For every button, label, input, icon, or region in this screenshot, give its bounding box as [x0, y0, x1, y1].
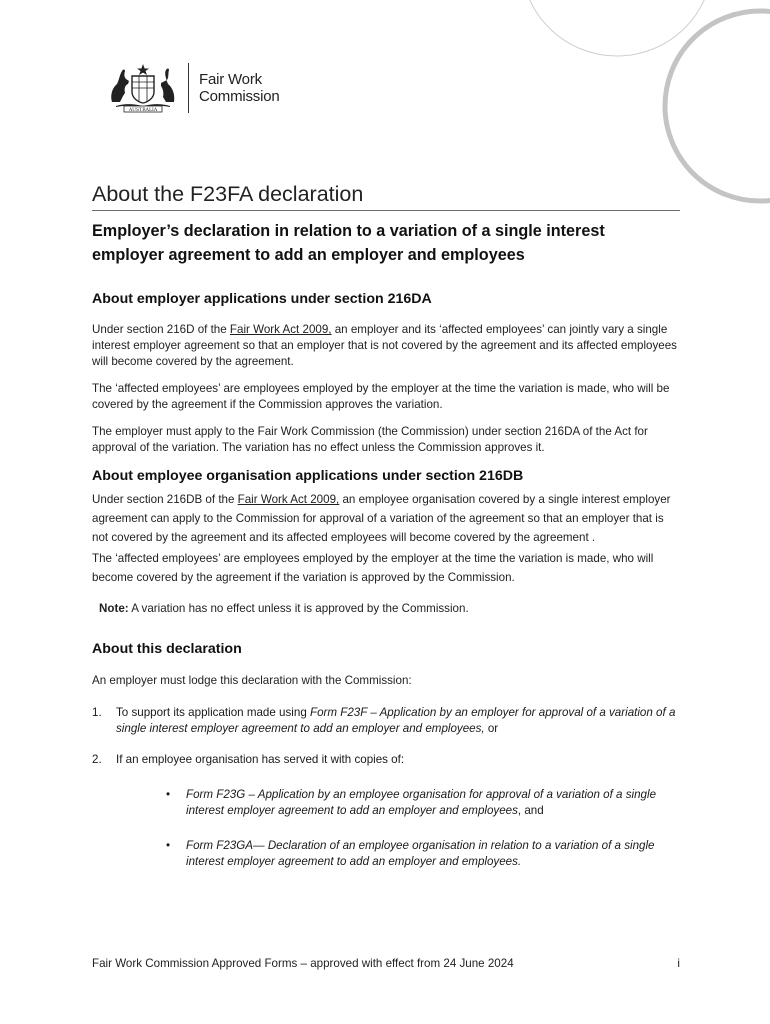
section3-intro: An employer must lodge this declaration with the Commission:: [92, 674, 412, 687]
bullet-icon: •: [166, 788, 171, 801]
section-heading-216da: About employer applications under section 216DA: [92, 291, 432, 307]
list-item: [92, 705, 680, 737]
header-divider: [188, 63, 189, 113]
section-heading-216db: About employee organisation applications under section 216DB: [92, 468, 524, 484]
section2-paragraph-2: The ‘affected employees’ are employees employed by the employer at the time the variation is made, who will become covered by the agreement if the variation is approved by the Commission.: [92, 552, 654, 584]
list-item: [92, 752, 680, 870]
section-heading-declaration: About this declaration: [92, 641, 242, 657]
form-f23ga-name: Form F23GA— Declaration of an employee organisation in relation to a variation of a single interest employer agreement to add an employer and employees.: [186, 839, 655, 868]
list-number: 1.: [92, 706, 102, 719]
section1-paragraph-2: The ‘affected employees’ are employees employed by the employer at the time the variation is made, who will be covered by the agreement if the Commission approves the variation.: [92, 382, 670, 411]
bullet-item: [116, 838, 680, 870]
org-line-2: Commission: [199, 88, 280, 105]
document-body: [92, 180, 680, 889]
text-run: an employee organisation covered by a single interest employer agreement can apply to the Commission for approval of a variation of the agreement so that an employer that is not covered by the agreement and its affected employees will become covered by the agreement .: [92, 493, 671, 544]
text-run: , and: [517, 804, 544, 817]
text-run: an employer and its ‘affected employees’ can jointly vary a single interest employer agreement so that an employer that is not covered by the agreement and its affected employees will become covered by the agreement.: [92, 323, 677, 368]
text-run: or: [484, 722, 499, 735]
fair-work-act-link[interactable]: Fair Work Act 2009,: [237, 493, 340, 506]
section2-paragraph-1: [92, 490, 680, 547]
page-title: About the F23FA declaration: [92, 180, 680, 211]
org-line-1: Fair Work: [199, 71, 262, 88]
form-f23g-name: Form F23G – Application by an employee organisation for approval of a variation of a single interest employer agreement to add an employer and employees: [186, 788, 657, 817]
text-run: Under section 216D of the: [92, 323, 230, 336]
section1-paragraph-3: The employer must apply to the Fair Work Commission (the Commission) under section 216DA of the Act for approval of the variation. The variation has no effect unless the Commission approves it.: [92, 425, 648, 454]
bullet-item: [116, 787, 680, 819]
coat-of-arms-logo: [106, 62, 180, 114]
section1-paragraph-1: [92, 322, 680, 370]
page-subtitle: Employer’s declaration in relation to a variation of a single interest employer agreement to add an employer and employees: [92, 222, 605, 264]
text-run: Under section 216DB of the: [92, 493, 238, 506]
text-run: To support its application made using: [116, 706, 310, 719]
note: [92, 601, 680, 617]
svg-text:AUSTRALIA: AUSTRALIA: [128, 108, 158, 113]
declaration-steps-list: [92, 705, 680, 870]
list-number: 2.: [92, 753, 102, 766]
note-label: Note:: [99, 602, 129, 615]
forms-bullet-list: [116, 787, 680, 870]
page-footer: [92, 957, 680, 970]
footer-text: Fair Work Commission Approved Forms – approved with effect from 24 June 2024: [92, 957, 514, 970]
text-run: If an employee organisation has served it with copies of:: [116, 753, 405, 766]
form-f23f-name: Form F23F – Application by an employer for approval of a variation of a single interest employer agreement to add an employer and employees,: [116, 706, 676, 735]
bullet-icon: •: [166, 839, 171, 852]
page-header: [106, 62, 280, 114]
page-number: i: [677, 957, 680, 970]
note-text: A variation has no effect unless it is approved by the Commission.: [128, 602, 469, 615]
organisation-name: [199, 71, 280, 105]
fair-work-act-link[interactable]: Fair Work Act 2009,: [229, 323, 332, 336]
